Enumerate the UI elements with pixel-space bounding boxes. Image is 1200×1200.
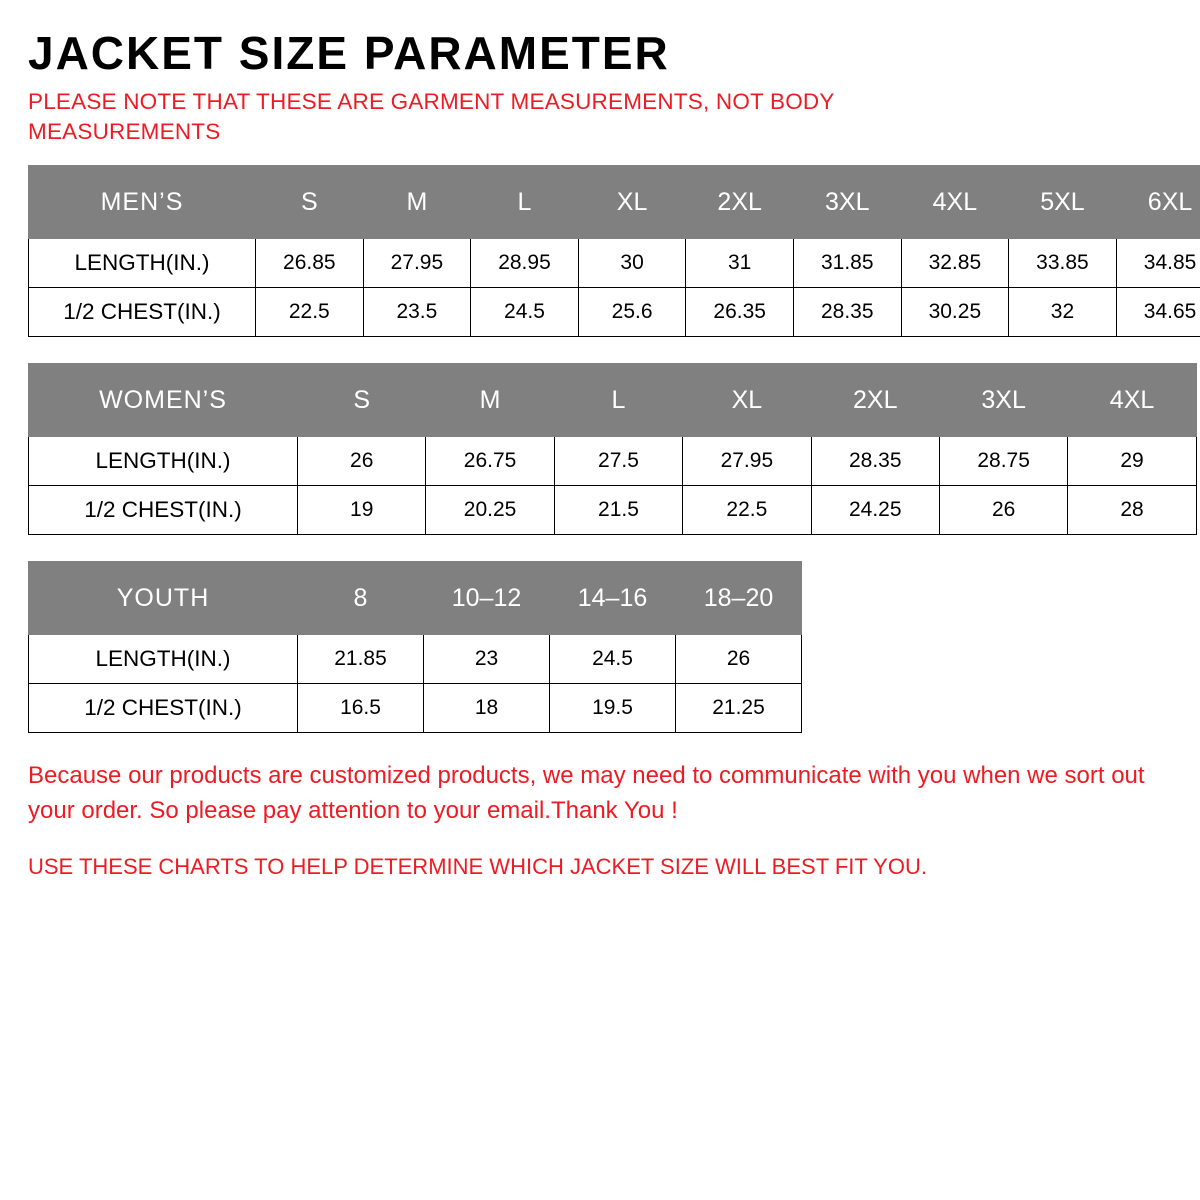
row-label: LENGTH(IN.) [29, 239, 256, 288]
cell-value: 34.65 [1116, 288, 1200, 337]
table-header-row [29, 562, 802, 635]
table-title-womens: WOMEN’S [29, 364, 298, 437]
footer-notes [28, 759, 1172, 882]
cell-value: 23 [424, 635, 550, 684]
cell-value: 27.95 [363, 239, 471, 288]
cell-value: 24.25 [811, 486, 939, 535]
size-header: 3XL [793, 166, 901, 239]
cell-value: 26 [939, 486, 1067, 535]
womens-size-table [28, 363, 1197, 535]
cell-value: 30 [578, 239, 686, 288]
size-header: XL [578, 166, 686, 239]
size-header: 10–12 [424, 562, 550, 635]
cell-value: 26.75 [426, 437, 554, 486]
table-row [29, 288, 1200, 337]
cell-value: 21.5 [554, 486, 682, 535]
cell-value: 32 [1009, 288, 1117, 337]
measurement-note: PLEASE NOTE THAT THESE ARE GARMENT MEASUREMENTS, NOT BODY MEASUREMENTS [28, 88, 835, 144]
table-row [29, 684, 802, 733]
cell-value: 29 [1068, 437, 1196, 486]
cell-value: 27.5 [554, 437, 682, 486]
row-label: LENGTH(IN.) [29, 437, 298, 486]
size-header: 6XL [1116, 166, 1200, 239]
cell-value: 26 [676, 635, 802, 684]
row-label: 1/2 CHEST(IN.) [29, 684, 298, 733]
cell-value: 28.35 [811, 437, 939, 486]
cell-value: 19.5 [550, 684, 676, 733]
footer-note-customization: Because our products are customized products, we may need to communicate with you when we sort out your order. So please pay attention to your email.Thank You ! [28, 762, 1145, 825]
size-header: M [363, 166, 471, 239]
page-title: JACKET SIZE PARAMETER [28, 27, 670, 79]
cell-value: 18 [424, 684, 550, 733]
cell-value: 31.85 [793, 239, 901, 288]
cell-value: 34.85 [1116, 239, 1200, 288]
size-header: S [256, 166, 364, 239]
size-header: 2XL [686, 166, 794, 239]
table-header-row [29, 166, 1200, 239]
cell-value: 30.25 [901, 288, 1009, 337]
table-row [29, 239, 1200, 288]
cell-value: 31 [686, 239, 794, 288]
cell-value: 22.5 [256, 288, 364, 337]
cell-value: 24.5 [471, 288, 579, 337]
cell-value: 28.35 [793, 288, 901, 337]
cell-value: 23.5 [363, 288, 471, 337]
row-label: LENGTH(IN.) [29, 635, 298, 684]
table-title-youth: YOUTH [29, 562, 298, 635]
cell-value: 26.35 [686, 288, 794, 337]
cell-value: 28.75 [939, 437, 1067, 486]
size-header: 8 [298, 562, 424, 635]
footer-note-usage: USE THESE CHARTS TO HELP DETERMINE WHICH JACKET SIZE WILL BEST FIT YOU. [28, 853, 927, 879]
row-label: 1/2 CHEST(IN.) [29, 486, 298, 535]
cell-value: 27.95 [683, 437, 811, 486]
size-header: 5XL [1009, 166, 1117, 239]
cell-value: 28 [1068, 486, 1196, 535]
size-header: XL [683, 364, 811, 437]
table-row [29, 437, 1197, 486]
cell-value: 21.25 [676, 684, 802, 733]
cell-value: 21.85 [298, 635, 424, 684]
table-row [29, 486, 1197, 535]
cell-value: 16.5 [298, 684, 424, 733]
size-header: 4XL [1068, 364, 1196, 437]
size-header: S [298, 364, 426, 437]
cell-value: 26.85 [256, 239, 364, 288]
cell-value: 25.6 [578, 288, 686, 337]
cell-value: 32.85 [901, 239, 1009, 288]
size-header: 18–20 [676, 562, 802, 635]
size-header: M [426, 364, 554, 437]
youth-size-table [28, 561, 802, 733]
cell-value: 19 [298, 486, 426, 535]
size-header: L [471, 166, 579, 239]
size-header: 14–16 [550, 562, 676, 635]
cell-value: 24.5 [550, 635, 676, 684]
table-title-mens: MEN’S [29, 166, 256, 239]
cell-value: 26 [298, 437, 426, 486]
mens-size-table [28, 165, 1200, 337]
size-header: 3XL [939, 364, 1067, 437]
row-label: 1/2 CHEST(IN.) [29, 288, 256, 337]
size-header: 4XL [901, 166, 1009, 239]
cell-value: 33.85 [1009, 239, 1117, 288]
cell-value: 22.5 [683, 486, 811, 535]
size-header: L [554, 364, 682, 437]
cell-value: 28.95 [471, 239, 579, 288]
size-header: 2XL [811, 364, 939, 437]
table-header-row [29, 364, 1197, 437]
cell-value: 20.25 [426, 486, 554, 535]
table-row [29, 635, 802, 684]
